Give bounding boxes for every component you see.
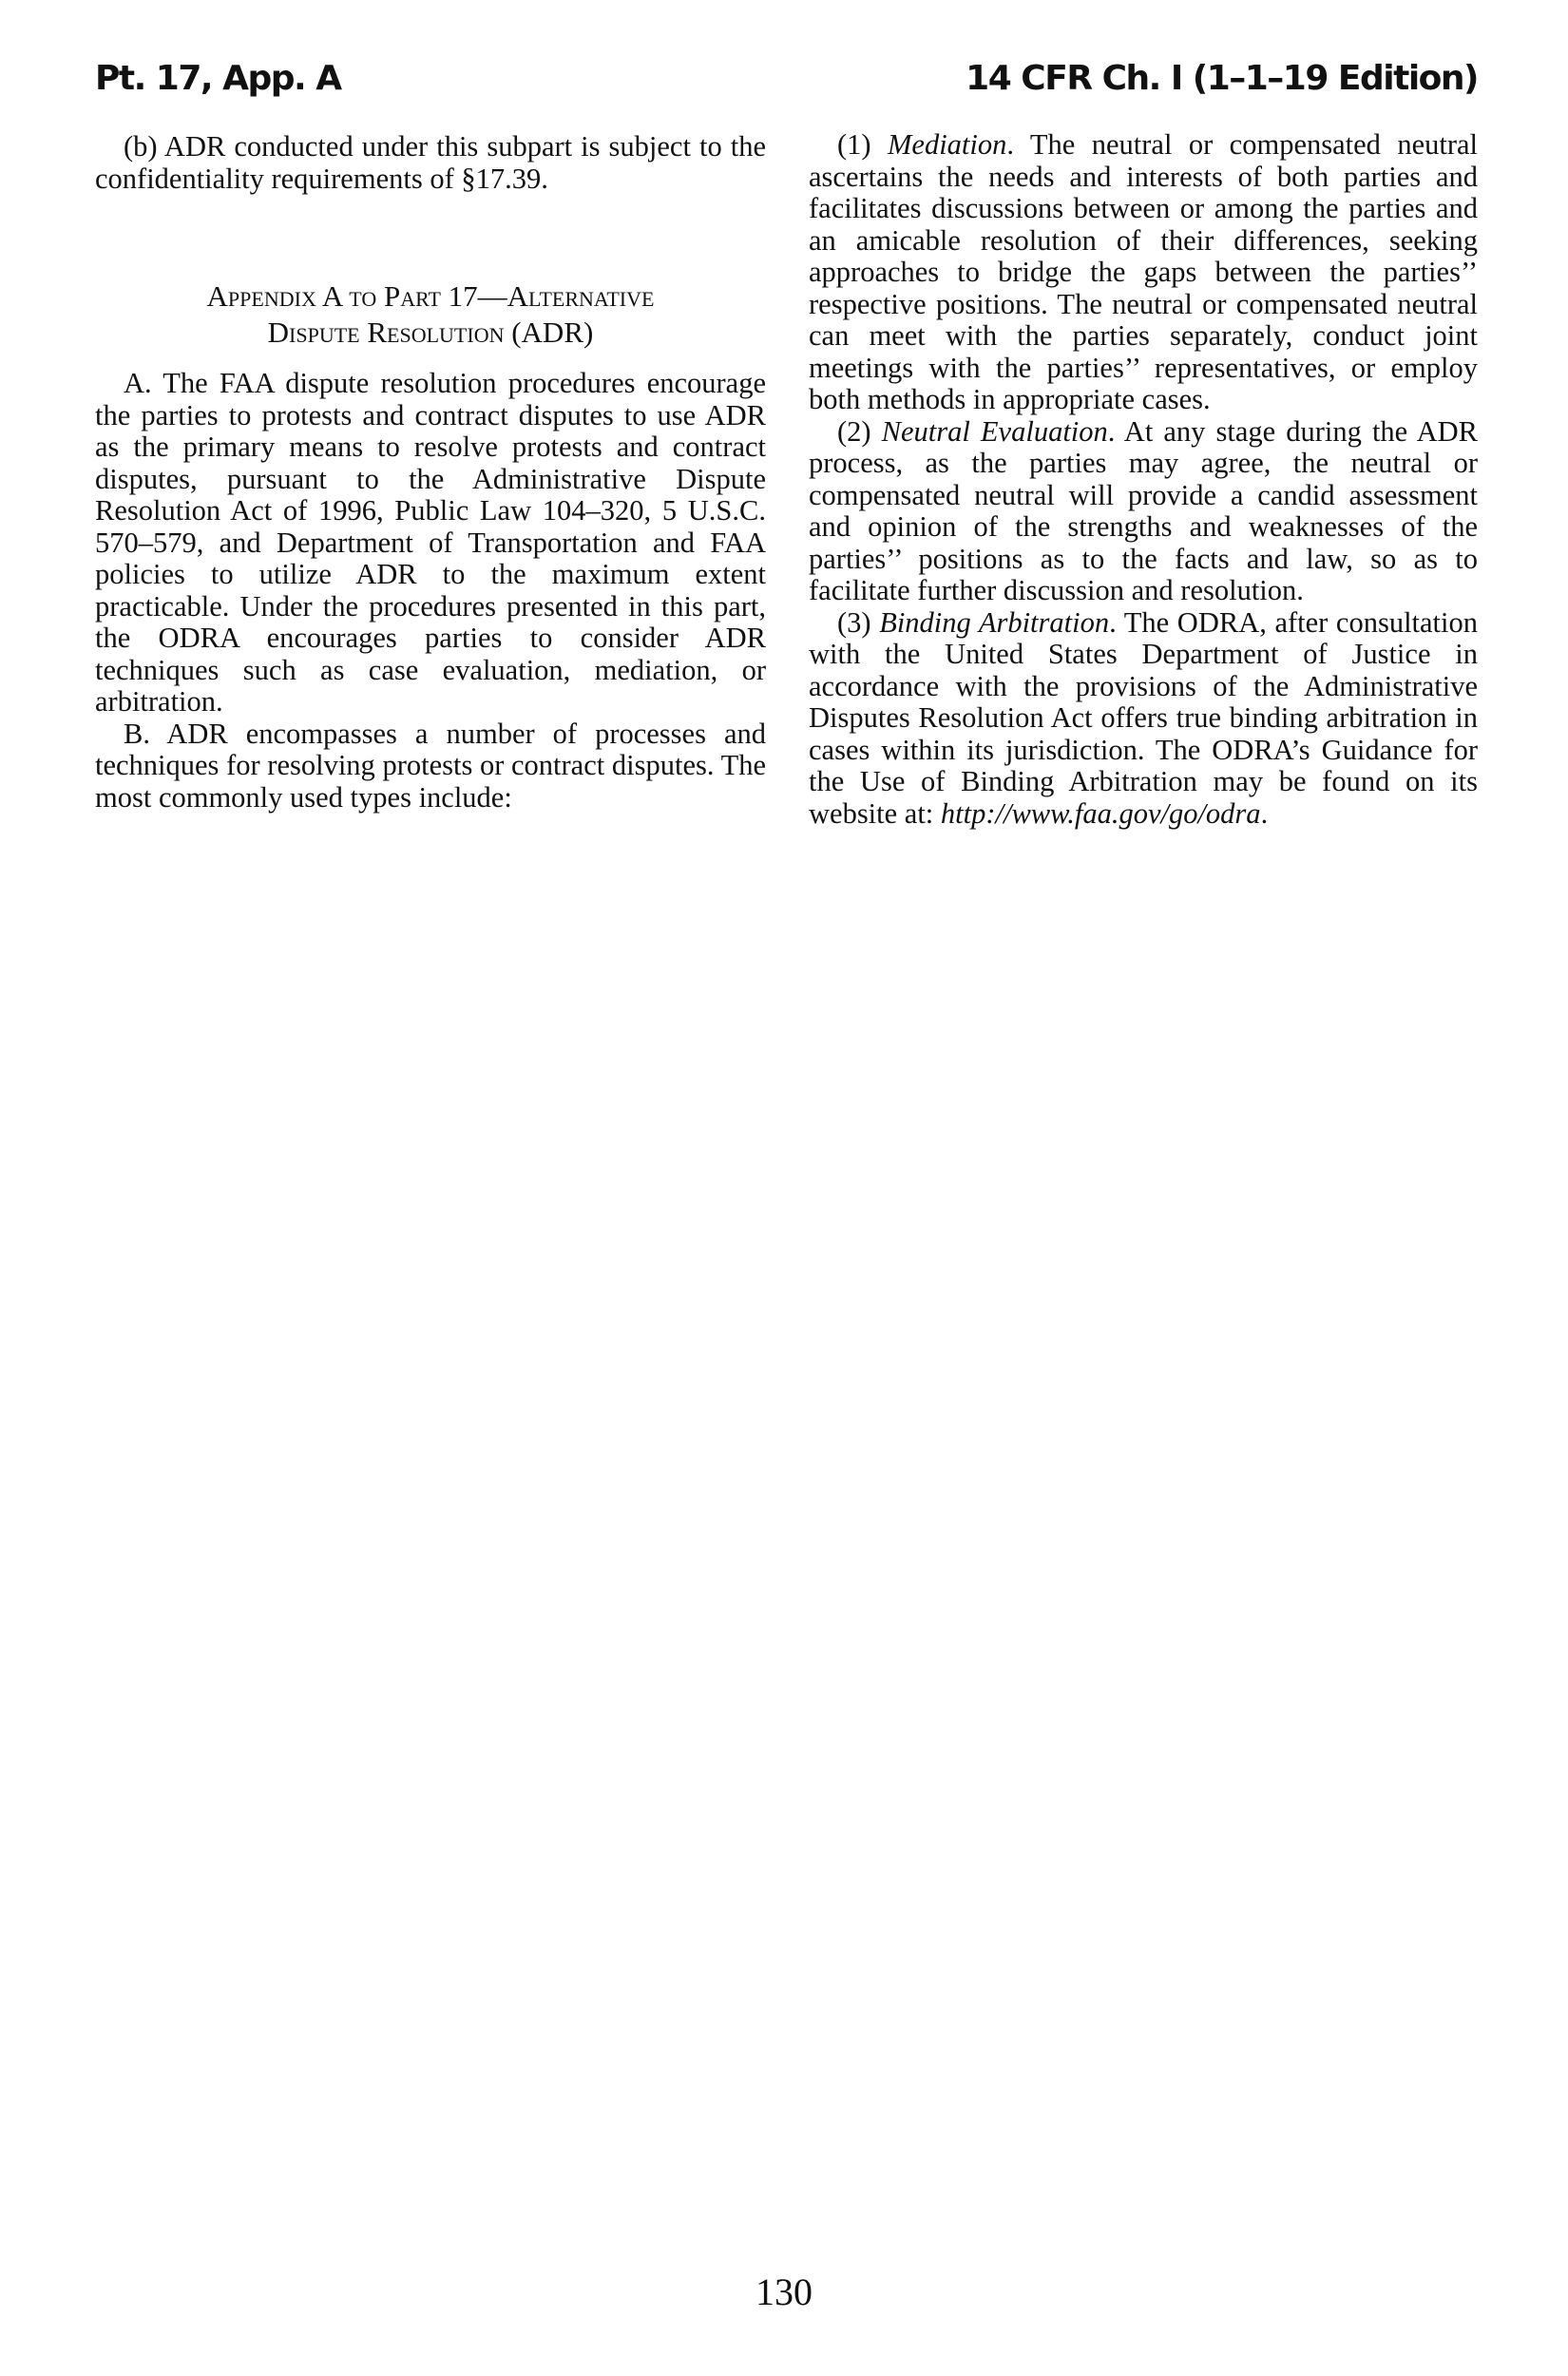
left-column bbox=[95, 131, 766, 814]
item-text: . The neutral or compensated neutral ascertains the needs and interests of both parties and facilitates discussions between or among the parties and an amicable resolution of their differences, seeking approaches to bridge the gaps between the parties’’ respective positions. The neutral or compensated neutral can meet with the parties separately, conduct joint meetings with the parties’’ representatives, or employ both methods in appropriate cases. bbox=[809, 128, 1478, 415]
appendix-heading-line2: Dispute Resolution (ADR) bbox=[267, 316, 594, 349]
item-number: (2) bbox=[837, 414, 871, 448]
item-binding-arbitration bbox=[809, 607, 1478, 831]
running-head-right: 14 CFR Ch. I (1–1–19 Edition) bbox=[966, 59, 1478, 98]
odra-website-link[interactable]: http://www.faa.gov/go/odra bbox=[940, 796, 1261, 830]
paragraph-A: A. The FAA dispute resolution procedures encourage the parties to protests and contract disputes to use ADR as the primary means to resolve protests and contract disputes, pursuant to the Administrative Dispute Resolution Act of 1996, Public Law 104–320, 5 U.S.C. 570–579, and Department of Transportation and FAA policies to utilize ADR to the maximum extent practicable. Under the procedures presented in this part, the ODRA encourages parties to consider ADR techniques such as case evaluation, mediation, or arbitration. bbox=[95, 367, 766, 718]
item-number: (3) bbox=[837, 605, 871, 639]
paragraph-b: (b) ADR conducted under this subpart is subject to the confidentiality requirements of §17.39. bbox=[95, 130, 766, 195]
appendix-heading bbox=[95, 278, 766, 351]
item-text: . At any stage during the ADR process, as the parties may agree, the neutral or compensated neutral will provide a candid assessment and opinion of the strengths and weaknesses of the parties’’ positions as to the facts and law, so as to facilitate further discussion and resolution. bbox=[809, 414, 1478, 606]
item-end: . bbox=[1260, 796, 1269, 830]
item-title: Neutral Evaluation bbox=[881, 414, 1108, 448]
running-head-left: Pt. 17, App. A bbox=[95, 59, 341, 98]
item-title: Binding Arbitration bbox=[879, 605, 1110, 639]
appendix-heading-line1: Appendix A to Part 17—Alternative bbox=[206, 279, 655, 313]
item-number: (1) bbox=[837, 128, 871, 161]
paragraph-B: B. ADR encompasses a number of processes and techniques for resolving protests or contract disputes. The most commonly used types include: bbox=[95, 717, 766, 814]
item-title: Mediation bbox=[888, 128, 1007, 161]
right-column bbox=[809, 129, 1478, 830]
page-number: 130 bbox=[755, 2271, 813, 2313]
item-text: . The ODRA, after consultation with the United States Department of Justice in accordance with the provisions of the Administrative Disputes Resolution Act offers true binding arbitration in cases within its jurisdiction. The ODRA’s Guidance for the Use of Binding Arbitration may be found on its website at: bbox=[809, 605, 1479, 830]
item-mediation bbox=[809, 129, 1478, 416]
item-neutral-evaluation bbox=[809, 416, 1478, 607]
